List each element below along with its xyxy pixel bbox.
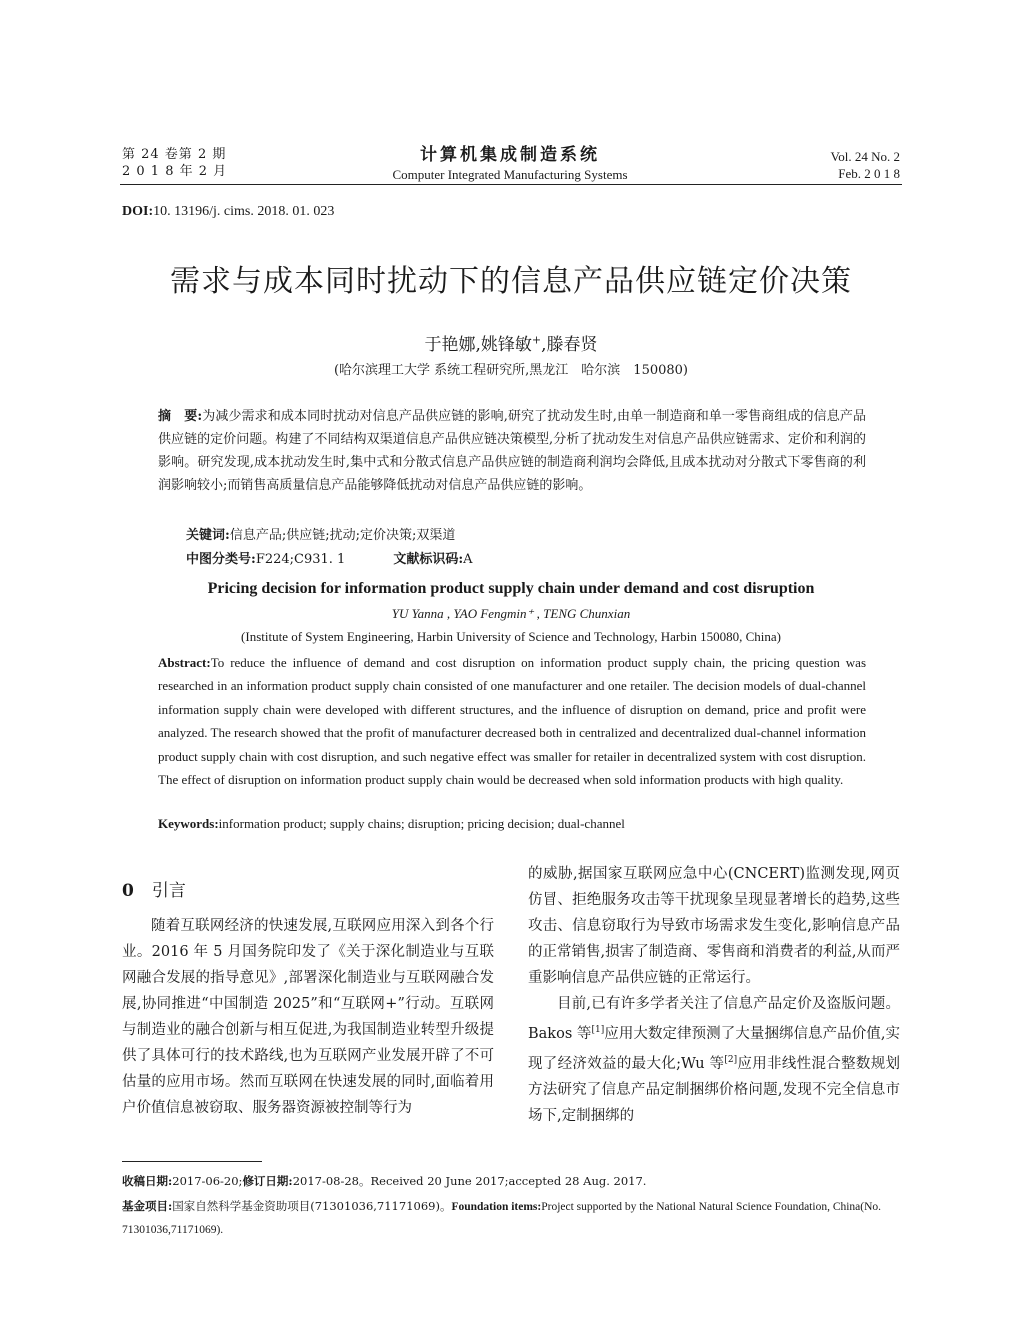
citation-ref: [1] <box>591 1025 605 1035</box>
clc-label: 中图分类号: <box>186 552 256 567</box>
keywords-cn-text: 信息产品;供应链;扰动;定价决策;双渠道 <box>229 528 456 543</box>
keywords-cn-label: 关键词: <box>186 528 230 543</box>
abstract-cn-text: 为减少需求和成本同时扰动对信息产品供应链的影响,研究了扰动发生时,由单一制造商和单一零售商组成的信息产品供应链的定价问题。构建了不同结构双渠道信息产品供应链决策模型,分析了扰动发生对信息产品供应链需求、定价和利润的影响。研究发现,成本扰动发生时,集中式和分散式信息产品供应链的制造商利润均会降低,且成本扰动对分散式下零售商的利润影响较小;而销售高质量信息产品能够降低扰动对信息产品供应链的影响。 <box>158 409 866 493</box>
classification-line <box>186 548 473 567</box>
issue-info-cn <box>122 146 227 180</box>
body-paragraph-refs <box>528 991 900 1129</box>
doc-code-value: A <box>463 552 473 567</box>
body-text: 目前,已有许多学者关注了信息产品定价及盗版问题。Bakos 等 <box>528 996 900 1042</box>
fund-en-label: Foundation items: <box>451 1201 542 1213</box>
journal-name <box>340 140 680 183</box>
affiliation-cn: (哈尔滨理工大学 系统工程研究所,黑龙江 哈尔滨 150080) <box>333 363 689 378</box>
doi-value: 10. 13196/j. cims. 2018. 01. 023 <box>153 204 335 219</box>
issue-info-en <box>831 148 900 182</box>
received-label: 收稿日期: <box>122 1174 173 1188</box>
body-paragraph: 随着互联网经济的快速发展,互联网应用深入到各个行业。2016 年 5 月国务院印发了《关于深化制造业与互联网融合发展的指导意见》,部署深化制造业与互联网融合发展,协同推进“中国制造 2025”和“互联网+”行动。互联网与制造业的融合创新与相互促进,为我国制造业转型升级提供了具体可行的技术路线,也为互联网产业发展开辟了不可估量的应用市场。然而互联网在快速发展的同时,面临着用户价值信息被窃取、服务器资源被控制等行为 <box>122 918 494 1116</box>
section-title: 引言 <box>151 881 186 901</box>
journal-name-en: Computer Integrated Manufacturing Systems <box>392 167 628 182</box>
author-names: 于艳娜,姚锋敏 <box>424 335 532 355</box>
abstract-cn-label: 摘 要: <box>158 409 203 424</box>
keywords-en-text: information product; supply chains; disruption; pricing decision; dual-channel <box>218 816 625 831</box>
body-text: 应用大数定律预测了大量捆绑信息产品价值,实现了经济效益的最大化;Wu 等 <box>528 1025 900 1072</box>
revised-label: 修订日期: <box>242 1174 293 1188</box>
keywords-en <box>158 816 866 832</box>
doc-code-label: 文献标识码: <box>393 552 464 567</box>
english-authors: YU Yanna , YAO Fengmin⁺ , TENG Chunxian <box>391 606 631 621</box>
journal-name-cn: 计算机集成制造系统 <box>420 145 600 165</box>
english-affiliation: (Institute of System Engineering, Harbin University of Science and Technology, Harbin 150080, China) <box>241 629 781 644</box>
date-cn: 2 0 1 8 年 2 月 <box>122 164 228 179</box>
header-divider <box>120 184 902 185</box>
volume-issue-en: Vol. 24 No. 2 <box>830 149 900 164</box>
revised-date: 2017-08-28。Received 20 June 2017;accepted 28 Aug. 2017. <box>292 1174 647 1188</box>
clc-value: F224;C931. 1 <box>255 552 346 567</box>
body-text: 应用非线性混合整数规划方法研究了信息产品定制捆绑价格问题,发现不完全信息市场下,定制捆绑的 <box>528 1055 901 1124</box>
footnote-funding <box>122 1195 902 1241</box>
doi-line <box>122 204 334 220</box>
body-column-right <box>528 861 900 1129</box>
paper-title: 需求与成本同时扰动下的信息产品供应链定价决策 <box>170 264 852 299</box>
keywords-cn <box>186 524 455 543</box>
fund-label: 基金项目: <box>122 1199 173 1213</box>
date-en: Feb. 2 0 1 8 <box>838 166 900 181</box>
section-number: 0 <box>122 881 134 901</box>
received-date: 2017-06-20; <box>172 1174 243 1188</box>
footnote-divider <box>122 1161 262 1162</box>
footnote-dates <box>122 1172 902 1190</box>
volume-issue-cn: 第 24 卷第 2 期 <box>122 147 227 162</box>
english-title: Pricing decision for information product supply chain under demand and cost disruption <box>207 580 815 597</box>
keywords-en-label: Keywords: <box>158 816 219 831</box>
abstract-cn <box>158 405 866 497</box>
body-column-left <box>122 913 494 1121</box>
section-heading <box>122 876 186 901</box>
author-names-rest: ,滕春贤 <box>541 335 598 355</box>
abstract-en-text: To reduce the influence of demand and cost disruption on information product supply chain, the pricing question was researched in an information product supply chain consisted of one manufacturer and one retailer. The decision models of dual-channel information supply chain were developed with different structures, and the influence of disruption on demand, price and profit were analyzed. The research showed that the profit of manufacturer decreased both in centralized and decentralized dual-channel information product supply chain with cost disruption, and such negative effect was smaller for retailer in decentralized system with cost disruption. The effect of disruption on information product supply chain would be decreased when sold information products with high quality. <box>158 655 866 788</box>
abstract-en <box>158 651 866 791</box>
author-list <box>120 330 902 355</box>
fund-cn: 国家自然科学基金资助项目(71301036,71171069)。 <box>172 1199 452 1213</box>
abstract-en-label: Abstract: <box>158 655 211 670</box>
body-paragraph: 的威胁,据国家互联网应急中心(CNCERT)监测发现,网页仿冒、拒绝服务攻击等干扰现象呈现显著增长的趋势,这些攻击、信息窃取行为导致市场需求发生变化,影响信息产品的正常销售,损害了制造商、零售商和消费者的利益,从而严重影响信息产品供应链的正常运行。 <box>528 866 900 986</box>
corresponding-mark: + <box>531 333 542 347</box>
citation-ref: [2] <box>724 1054 738 1065</box>
fund-en: Project supported by the National Natural Science Foundation, China(No. 71301036,71171069). <box>122 1201 882 1236</box>
doi-label: DOI: <box>122 204 154 219</box>
